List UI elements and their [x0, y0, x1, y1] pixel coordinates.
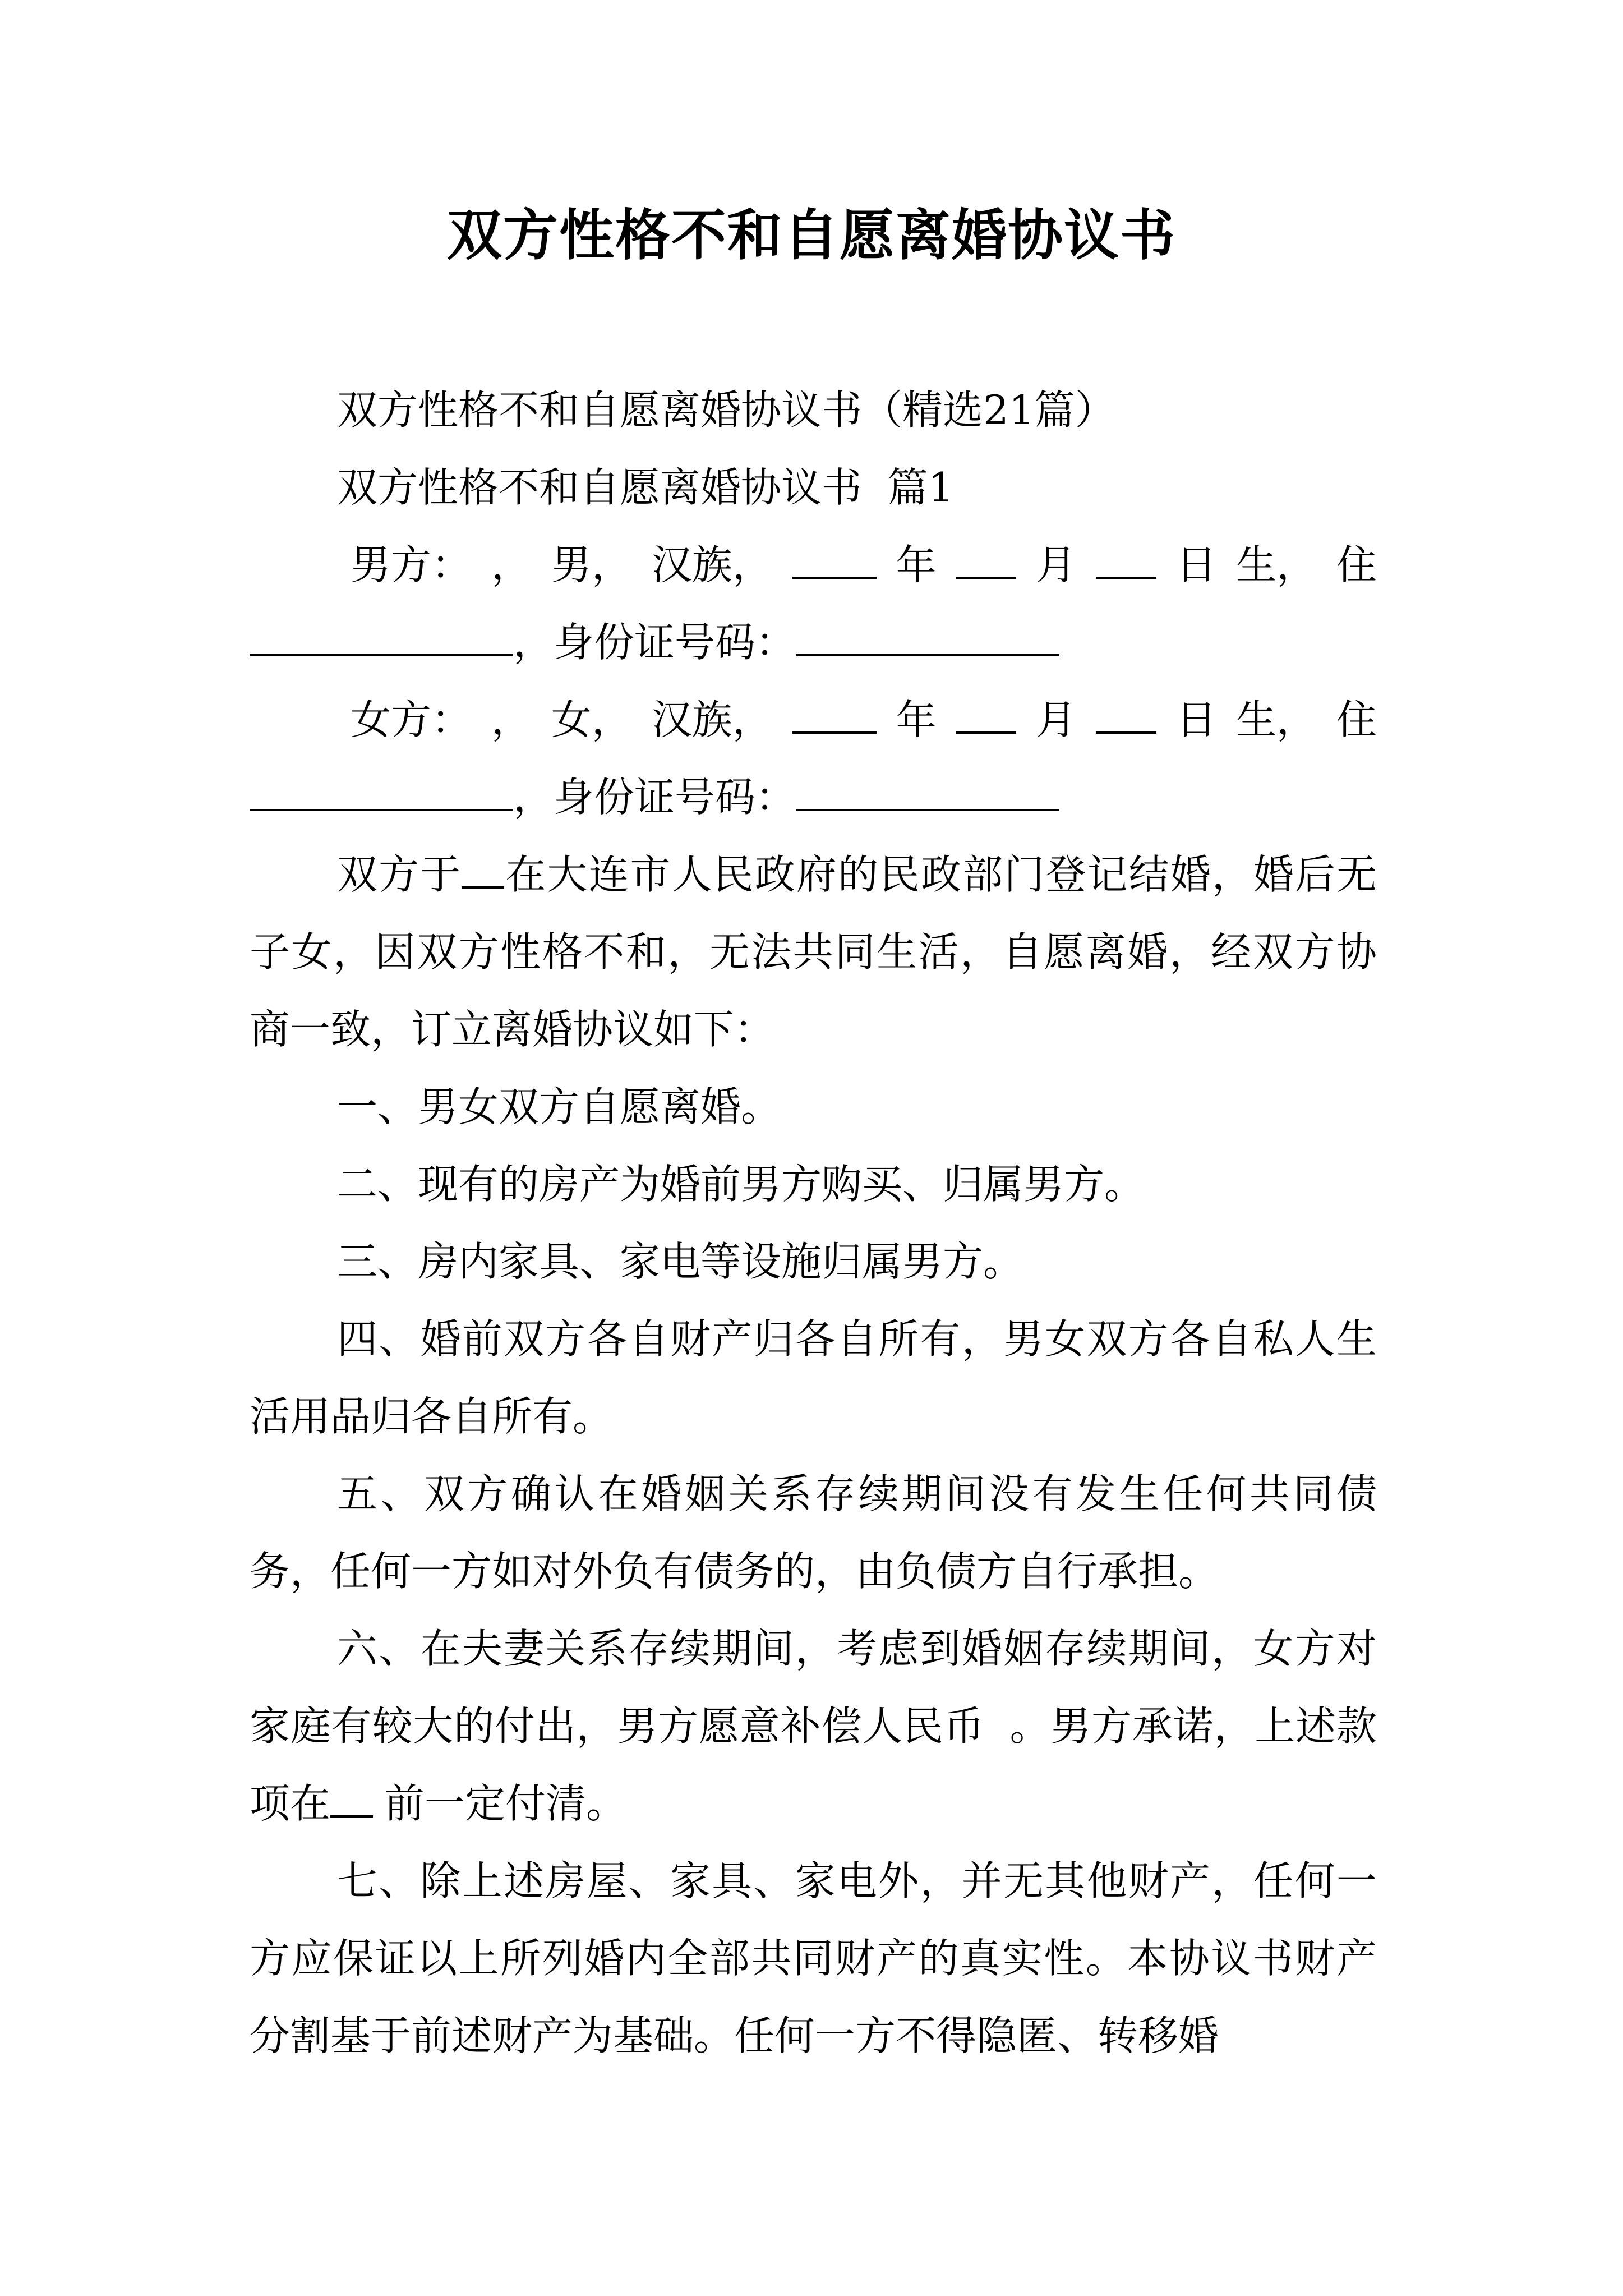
clause-3: 三、房内家具、家电等设施归属男方。	[337, 1238, 1024, 1285]
section-heading	[250, 449, 1377, 526]
male-id-line	[250, 604, 1377, 681]
intro-post: 在大连市人民政府的民政部门登记结婚，婚后无子女，因双方性格不和，无法共同生活，自愿离婚，经双方协商一致，订立离婚协议如下：	[250, 851, 1377, 1053]
clause-6-c-pre: 上述款项在	[250, 1703, 1377, 1827]
clause-5: 五、双方确认在婚姻关系存续期间没有发生任何共同债务，任何一方如对外负有债务的，由负债方自行承担。	[250, 1470, 1377, 1595]
female-id-line	[250, 758, 1377, 836]
male-gender: 男，	[551, 541, 632, 588]
clause-6-c-post: 前一定付清。	[384, 1780, 627, 1827]
female-id-label: ，身份证号码：	[513, 774, 796, 821]
female-day-label: 日	[1176, 696, 1217, 743]
male-id-label: ，身份证号码：	[513, 619, 796, 666]
clause-1: 一、男女双方自愿离婚。	[337, 1083, 782, 1130]
female-ethnicity: 汉族，	[651, 696, 773, 743]
male-day-blank	[1096, 539, 1156, 579]
male-year-blank	[792, 539, 877, 579]
payment-date-blank	[330, 1777, 373, 1818]
clause-2: 二、现有的房产为婚前男方购买、归属男方。	[337, 1161, 1145, 1208]
male-year-label: 年	[896, 541, 937, 588]
male-month-label: 月	[1036, 541, 1077, 588]
clause-6-b: 。男方承诺，	[1009, 1703, 1255, 1750]
clause-7: 七、除上述房屋、家具、家电外，并无其他财产，任何一方应保证以上所列婚内全部共同财产的真实性。本协议书财产分割基于前述财产为基础。任何一方不得隐匿、转移婚	[250, 1857, 1377, 2059]
female-day-blank	[1096, 693, 1156, 734]
intro-pre: 双方于	[337, 851, 462, 898]
female-address-blank	[250, 771, 513, 811]
female-born-label: 生，	[1236, 696, 1317, 743]
female-month-blank	[956, 693, 1016, 734]
female-info-line	[250, 681, 1377, 758]
male-day-label: 日	[1176, 541, 1217, 588]
female-name-comma: ，	[491, 696, 532, 743]
male-label: 男方：	[351, 541, 472, 588]
marriage-date-blank	[462, 848, 504, 889]
female-month-label: 月	[1036, 696, 1077, 743]
clause-6	[250, 1610, 1377, 1842]
female-live-label: 住	[1336, 696, 1377, 743]
male-ethnicity: 汉族，	[651, 541, 773, 588]
female-label: 女方：	[351, 696, 472, 743]
intro-paragraph	[250, 836, 1377, 1068]
clause-4: 四、婚前双方各自财产归各自所有，男女双方各自私人生活用品归各自所有。	[250, 1315, 1377, 1440]
male-born-label: 生，	[1236, 541, 1317, 588]
female-id-blank	[796, 771, 1059, 811]
male-month-blank	[956, 539, 1016, 579]
male-live-label: 住	[1336, 541, 1377, 588]
document-body	[250, 371, 1377, 2074]
clause-6-a: 六、在夫妻关系存续期间，考虑到婚姻存续期间，女方对家庭有较大的付出，男方愿意补偿人民币	[250, 1625, 1377, 1750]
document-title: 双方性格不和自愿离婚协议书	[446, 203, 1176, 268]
male-address-blank	[250, 616, 513, 656]
male-info-line	[250, 526, 1377, 604]
female-year-blank	[792, 693, 877, 734]
subtitle: 双方性格不和自愿离婚协议书（精选21篇）	[337, 386, 1115, 434]
female-year-label: 年	[896, 696, 937, 743]
male-id-blank	[796, 616, 1059, 656]
female-gender: 女，	[551, 696, 632, 743]
male-name-comma: ，	[491, 541, 532, 588]
section-heading-text: 双方性格不和自愿离婚协议书 篇1	[337, 464, 954, 511]
